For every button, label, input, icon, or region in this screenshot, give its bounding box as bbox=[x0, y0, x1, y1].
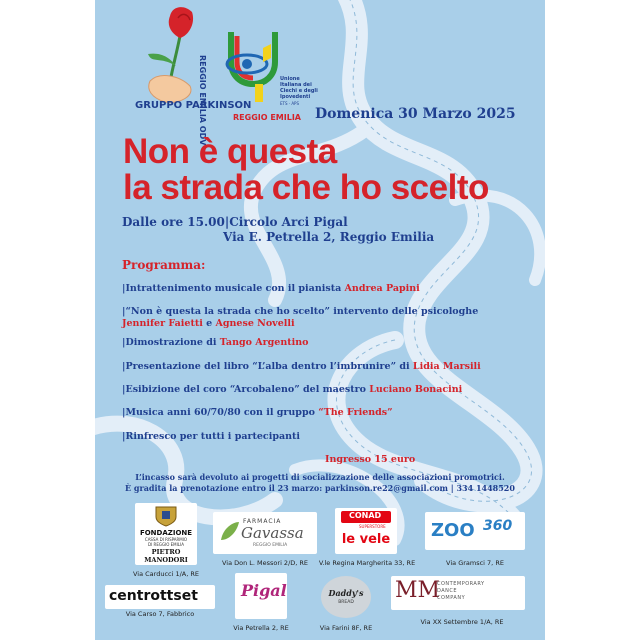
uici-logo bbox=[223, 28, 279, 110]
program-item: |Presentazione del libro “L’alba dentro l’imbrunire” di Lidia Marsili bbox=[122, 361, 481, 372]
logo-side-caption: REGGIO EMILIA ODV bbox=[198, 55, 207, 146]
sponsor-address: Via Don L. Messori 2/D, RE bbox=[221, 559, 309, 567]
sponsor-pigal-logo: Pigal bbox=[235, 573, 287, 619]
proceeds-note: L’incasso sarà devoluto ai progetti di socializzazione delle associazioni promotrici. bbox=[135, 472, 505, 482]
program-item: |Musica anni 60/70/80 con il gruppo “The Friends” bbox=[122, 407, 393, 418]
sponsor-conad-logo: CONAD SUPERSTORE le vele bbox=[335, 508, 397, 554]
program-heading: Programma: bbox=[122, 258, 206, 272]
uici-city: REGGIO EMILIA bbox=[233, 113, 301, 122]
program-item: |Intrattenimento musicale con il pianista Andrea Papini bbox=[122, 283, 420, 294]
sponsor-address: Via XX Settembre 1/A, RE bbox=[420, 618, 504, 626]
venue-separator: | bbox=[224, 215, 230, 229]
program-item: |Esibizione del coro “Arcobaleno” del maestro Luciano Bonacini bbox=[122, 384, 463, 395]
title-line-2: la strada che ho scelto bbox=[123, 168, 489, 207]
booking-note: È gradita la prenotazione entro il 23 marzo: parkinson.re22@gmail.com | 334 1448520 bbox=[125, 483, 515, 493]
sponsor-zoo360-logo: ZOO 360 bbox=[425, 512, 525, 550]
sponsor-address: Via Gramsci 7, RE bbox=[446, 559, 504, 567]
program-item: |Rinfresco per tutti i partecipanti bbox=[122, 431, 301, 442]
venue-address: Via E. Petrella 2, Reggio Emilia bbox=[223, 230, 435, 244]
event-time: Dalle ore 15.00 bbox=[122, 215, 225, 229]
crest-icon bbox=[153, 505, 179, 527]
sponsor-mm-logo: MM CONTEMPORARY DANCE COMPANY bbox=[391, 576, 525, 610]
pharmacy-leaf-icon bbox=[219, 520, 241, 542]
sponsor-fondazione-logo: FONDAZIONE CASSA DI RISPARMIO DI REGGIO EMILIA PIETRO MANODORI bbox=[135, 503, 197, 565]
entry-fee: Ingresso 15 euro bbox=[325, 454, 416, 465]
event-date: Domenica 30 Marzo 2025 bbox=[315, 106, 516, 122]
tulip-hand-logo bbox=[140, 6, 220, 106]
title-line-1: Non è questa bbox=[123, 132, 337, 171]
sponsor-address: Via Farini 8F, RE bbox=[319, 624, 373, 632]
sponsor-address: Via Carso 7, Fabbrico bbox=[125, 610, 195, 618]
sponsor-address: V.le Regina Margherita 33, RE bbox=[318, 559, 416, 567]
sponsor-farmacia-logo: FARMACIA Gavassa REGGIO EMILIA bbox=[213, 512, 317, 554]
sponsor-centrottset-logo: centrottset bbox=[105, 585, 215, 609]
logo-caption: GRUPPO PARKINSON bbox=[135, 100, 252, 111]
sponsor-address: Via Petrella 2, RE bbox=[233, 624, 289, 632]
program-item: |Dimostrazione di Tango Argentino bbox=[122, 337, 309, 348]
poster bbox=[95, 0, 545, 640]
venue-line-1 bbox=[122, 215, 348, 229]
sponsor-address: Via Carducci 1/A, RE bbox=[132, 570, 200, 578]
uici-name: Unione Italiana dei Ciechi e degli Ipovedenti ETS · APS bbox=[280, 76, 318, 106]
program-item: |“Non è questa la strada che ho scelto” intervento delle psicologhe Jennifer Faietti e Agnese Novelli bbox=[122, 306, 479, 329]
venue-place: Circolo Arci Pigal bbox=[229, 215, 348, 229]
sponsor-daddys-logo: Daddy's BREAD bbox=[321, 576, 371, 618]
